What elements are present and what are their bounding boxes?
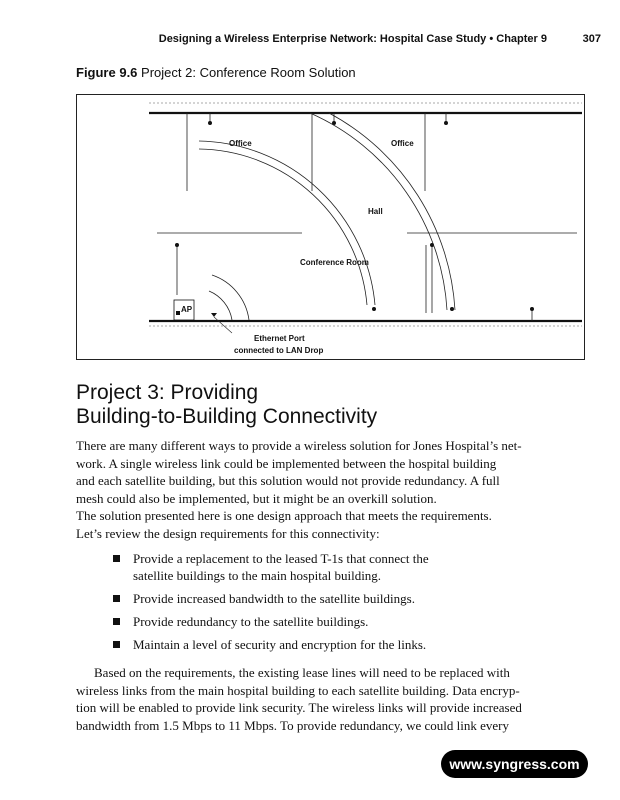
label-office-left: Office [229, 139, 252, 148]
paragraph-line: Let’s review the design requirements for this connectivity: [76, 525, 380, 541]
list-item [76, 550, 556, 584]
list-item-text: Provide increased bandwidth to the satellite buildings. [133, 591, 415, 606]
label-ap: AP [181, 305, 193, 314]
label-conference-room: Conference Room [300, 258, 369, 267]
intro-paragraph [76, 437, 550, 543]
figure-caption [76, 65, 356, 80]
paragraph-line: The solution presented here is one design approach that meets the requirements. [76, 508, 492, 524]
list-item-text: Provide redundancy to the satellite buildings. [133, 614, 369, 629]
coverage-arc-1 [209, 291, 232, 320]
website-badge: www.syngress.com [441, 750, 588, 778]
ceiling-fixture [208, 121, 212, 125]
coverage-arc-4 [199, 141, 375, 305]
requirements-list [76, 550, 556, 659]
paragraph-line: wireless links from the main hospital building to each satellite building. Data encryp- [76, 682, 520, 698]
label-ethernet-port: Ethernet Port [254, 334, 305, 343]
ethernet-port-icon [211, 313, 217, 317]
conclusion-paragraph [76, 664, 550, 734]
section-title-line-1: Project 3: Providing [76, 381, 259, 404]
bullet-square-icon [113, 618, 120, 625]
list-item-text: Provide a replacement to the leased T-1s that connect the [133, 551, 429, 566]
list-item [76, 636, 556, 653]
list-item-text: satellite buildings to the main hospital building. [133, 568, 382, 583]
figure-caption-text: Project 2: Conference Room Solution [141, 65, 356, 80]
ethernet-leader-line [214, 317, 232, 333]
paragraph-line: and each satellite building, but this solution would not provide redundancy. A full [76, 473, 500, 489]
label-hall: Hall [368, 207, 383, 216]
floor-plan-figure [76, 94, 585, 360]
list-item [76, 613, 556, 630]
list-item-text: Maintain a level of security and encryption for the links. [133, 637, 427, 652]
figure-label: Figure 9.6 [76, 65, 138, 80]
bullet-square-icon [113, 595, 120, 602]
list-item [76, 590, 556, 607]
section-heading [76, 381, 596, 429]
bullet-square-icon [113, 555, 120, 562]
ap-indicator [176, 311, 180, 315]
floor-plan-diagram [77, 95, 586, 361]
paragraph-line: bandwidth from 1.5 Mbps to 11 Mbps. To provide redundancy, we could link every [76, 717, 509, 733]
paragraph-line: Based on the requirements, the existing lease lines will need to be replaced with [94, 665, 510, 680]
paragraph-line: tion will be enabled to provide link security. The wireless links will provide increased [76, 700, 522, 716]
paragraph-line: mesh could also be implemented, but it might be an overkill solution. [76, 490, 437, 506]
page-number: 307 [582, 33, 601, 45]
paragraph-line: work. A single wireless link could be implemented between the hospital building [76, 455, 497, 471]
label-office-right: Office [391, 139, 414, 148]
bullet-square-icon [113, 641, 120, 648]
section-title-line-2: Building-to-Building Connectivity [76, 405, 378, 428]
running-title: Designing a Wireless Enterprise Network: Hospital Case Study • Chapter 9 [158, 33, 547, 45]
paragraph-line: There are many different ways to provide a wireless solution for Jones Hospital’s net- [76, 438, 522, 453]
coverage-arc-3 [199, 149, 367, 305]
running-header [0, 33, 620, 49]
ceiling-fixture [444, 121, 448, 125]
label-lan-drop: connected to LAN Drop [234, 346, 324, 355]
